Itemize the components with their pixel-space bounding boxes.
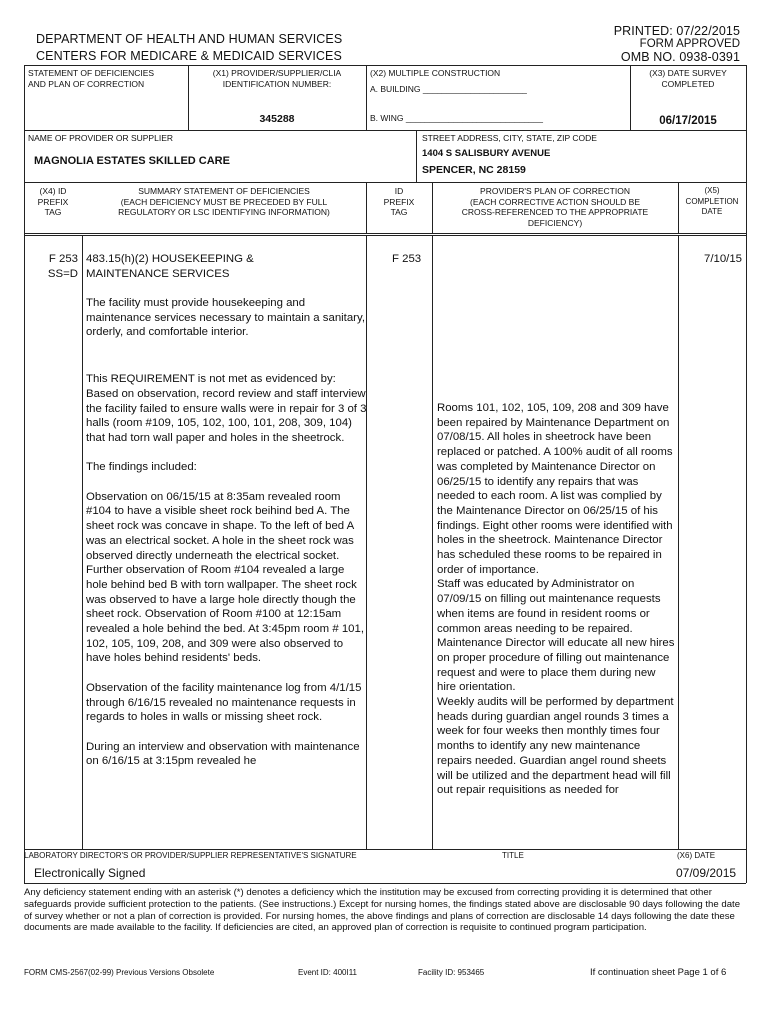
omb-number: OMB NO. 0938-0391	[620, 50, 740, 64]
facility-id: Facility ID: 953465	[418, 968, 485, 977]
deficiency-paragraph: This REQUIREMENT is not met as evidenced by: Based on observation, record review and staff interview the facility failed to ensure walls were in repair for 3 of 3 halls (room #109, 105, 102, 100, 101, 208, 309, 104) that had torn wall paper and holes in the sheetrock.	[86, 373, 367, 444]
statement-label: STATEMENT OF DEFICIENCIES AND PLAN OF CORRECTION	[28, 68, 155, 89]
agency-subname: CENTERS FOR MEDICARE & MEDICAID SERVICES	[36, 49, 342, 63]
deficiency-paragraph: The findings included:	[86, 461, 197, 474]
address-line-2: SPENCER, NC 28159	[422, 164, 526, 176]
provider-id: 345288	[259, 113, 295, 125]
address-line-1: 1404 S SALISBURY AVENUE	[422, 148, 551, 159]
completion-date: 7/10/15	[703, 253, 742, 265]
building-field: A. BUILDING ______________________	[370, 84, 527, 94]
x1-label: (X1) PROVIDER/SUPPLIER/CLIA IDENTIFICATION NUMBER:	[212, 68, 342, 89]
signature-value: Electronically Signed	[34, 866, 146, 880]
provider-name: MAGNOLIA ESTATES SKILLED CARE	[34, 155, 230, 167]
x4-id-prefix-header: (X4) ID PREFIX TAG	[37, 186, 69, 217]
deficiency-paragraph: The facility must provide housekeeping and maintenance services necessary to maintain a sanitary, orderly, and comfortable interior.	[86, 297, 365, 339]
completion-header: (X5) COMPLETION DATE	[685, 186, 739, 216]
printed-date: PRINTED: 07/22/2015	[613, 24, 740, 38]
deficiency-tag: F 253	[48, 253, 78, 265]
page-indicator: If continuation sheet Page 1 of 6	[590, 967, 727, 978]
summary-header: SUMMARY STATEMENT OF DEFICIENCIES (EACH DEFICIENCY MUST BE PRECEDED BY FULL REGULATORY OR LSC IDENTIFYING INFORMATION)	[118, 186, 330, 217]
signature-label: LABORATORY DIRECTOR'S OR PROVIDER/SUPPLIER REPRESENTATIVE'S SIGNATURE	[24, 851, 357, 860]
id-prefix-header: ID PREFIX TAG	[383, 186, 415, 217]
deficiency-paragraph: Observation of the facility maintenance log from 4/1/15 through 6/16/15 revealed no maintenance requests in regards to holes in walls or missing sheet rock.	[86, 681, 362, 724]
form-approved: FORM APPROVED	[639, 38, 740, 50]
regulation-title: 483.15(h)(2) HOUSEKEEPING & MAINTENANCE SERVICES	[86, 253, 254, 280]
survey-date-label: (X3) DATE SURVEY COMPLETED	[649, 68, 727, 89]
survey-date: 06/17/2015	[659, 115, 717, 127]
wing-field: B. WING _____________________________	[370, 113, 543, 123]
deficiency-paragraph: During an interview and observation with maintenance on 6/16/15 at 3:15pm revealed he	[86, 740, 360, 768]
agency-name: DEPARTMENT OF HEALTH AND HUMAN SERVICES	[36, 32, 343, 46]
title-label: TITLE	[502, 851, 524, 860]
deficiency-paragraph: Observation on 06/15/15 at 8:35am revealed room #104 to have a visible sheet rock beihind bed A. The sheet rock was concave in shape. To the left of bed A was an electrical socket. A hole in the sheet rock was observed directly underneath the electrical socket. Further observation of Room #104 revealed a large hole behind bed B with torn wallpaper. The sheet rock was observed to have a large hole directly though the sheet rock. Observation of Room #100 at 12:15am revealed a hole behind the bed. At 3:45pm room # 101, 102, 105, 109, 208, and 309 were also observed to have holes behind residents' beds.	[86, 490, 365, 665]
plan-header: PROVIDER'S PLAN OF CORRECTION (EACH CORRECTIVE ACTION SHOULD BE CROSS-REFERENCED TO THE APPROPRIATE DEFICIENCY)	[461, 186, 649, 228]
scope-severity: SS=D	[47, 268, 78, 280]
form-number: FORM CMS-2567(02-99) Previous Versions Obsolete	[24, 968, 215, 977]
signature-date: 07/09/2015	[676, 866, 737, 880]
disclaimer: Any deficiency statement ending with an asterisk (*) denotes a deficiency which the institution may be excused from correcting providing it is determined that other safeguards provide sufficient protection to the patients. (See instructions.) Except for nursing homes, the findings stated above are disclosable 90 days following the date of survey whether or not a plan of correction is provided. For nursing homes, the above findings and plans of correction are disclosable 14 days following the date these documents are made available to the facility. If deficiencies are cited, an approved plan of correction is requisite to continued program participation.	[24, 887, 741, 934]
provider-name-label: NAME OF PROVIDER OR SUPPLIER	[28, 133, 173, 143]
multiple-construction-label: (X2) MULTIPLE CONSTRUCTION	[370, 68, 501, 78]
signature-date-label: (X6) DATE	[677, 851, 716, 860]
address-label: STREET ADDRESS, CITY, STATE, ZIP CODE	[422, 133, 597, 143]
deficiency-statement	[86, 296, 369, 844]
plan-tag: F 253	[392, 253, 422, 265]
event-id: Event ID: 400I11	[298, 968, 357, 977]
plan-of-correction: Rooms 101, 102, 105, 109, 208 and 309 have been repaired by Maintenance Department on 07/08/15. All holes in sheetrock have been replaced or patched. A 100% audit of all rooms was completed by Maintenance Director on 06/25/15 to identify any repairs that was needed to each room. A list was complied by the Maintenance Director on 06/25/15 of his findings. Eight other rooms were identified with holes in the sheetrock. Maintenance Director has scheduled these rooms to be repaired in order of importance. Staff was educated by Administrator on 07/09/15 on filling out maintenance requests when items are found in resident rooms or common areas needing to be repaired. Maintenance Director will educate all new hires on proper procedure of filling out maintenance request and were to place them during new hire orientation. Weekly audits will be performed by department heads during guardian angel rounds 3 times a week for four weeks then monthly times four months to identify any new maintenance repairs needed. Guardian angel round sheets will be utilized and the department head will fill out repair requisitions as needed for	[437, 402, 675, 797]
